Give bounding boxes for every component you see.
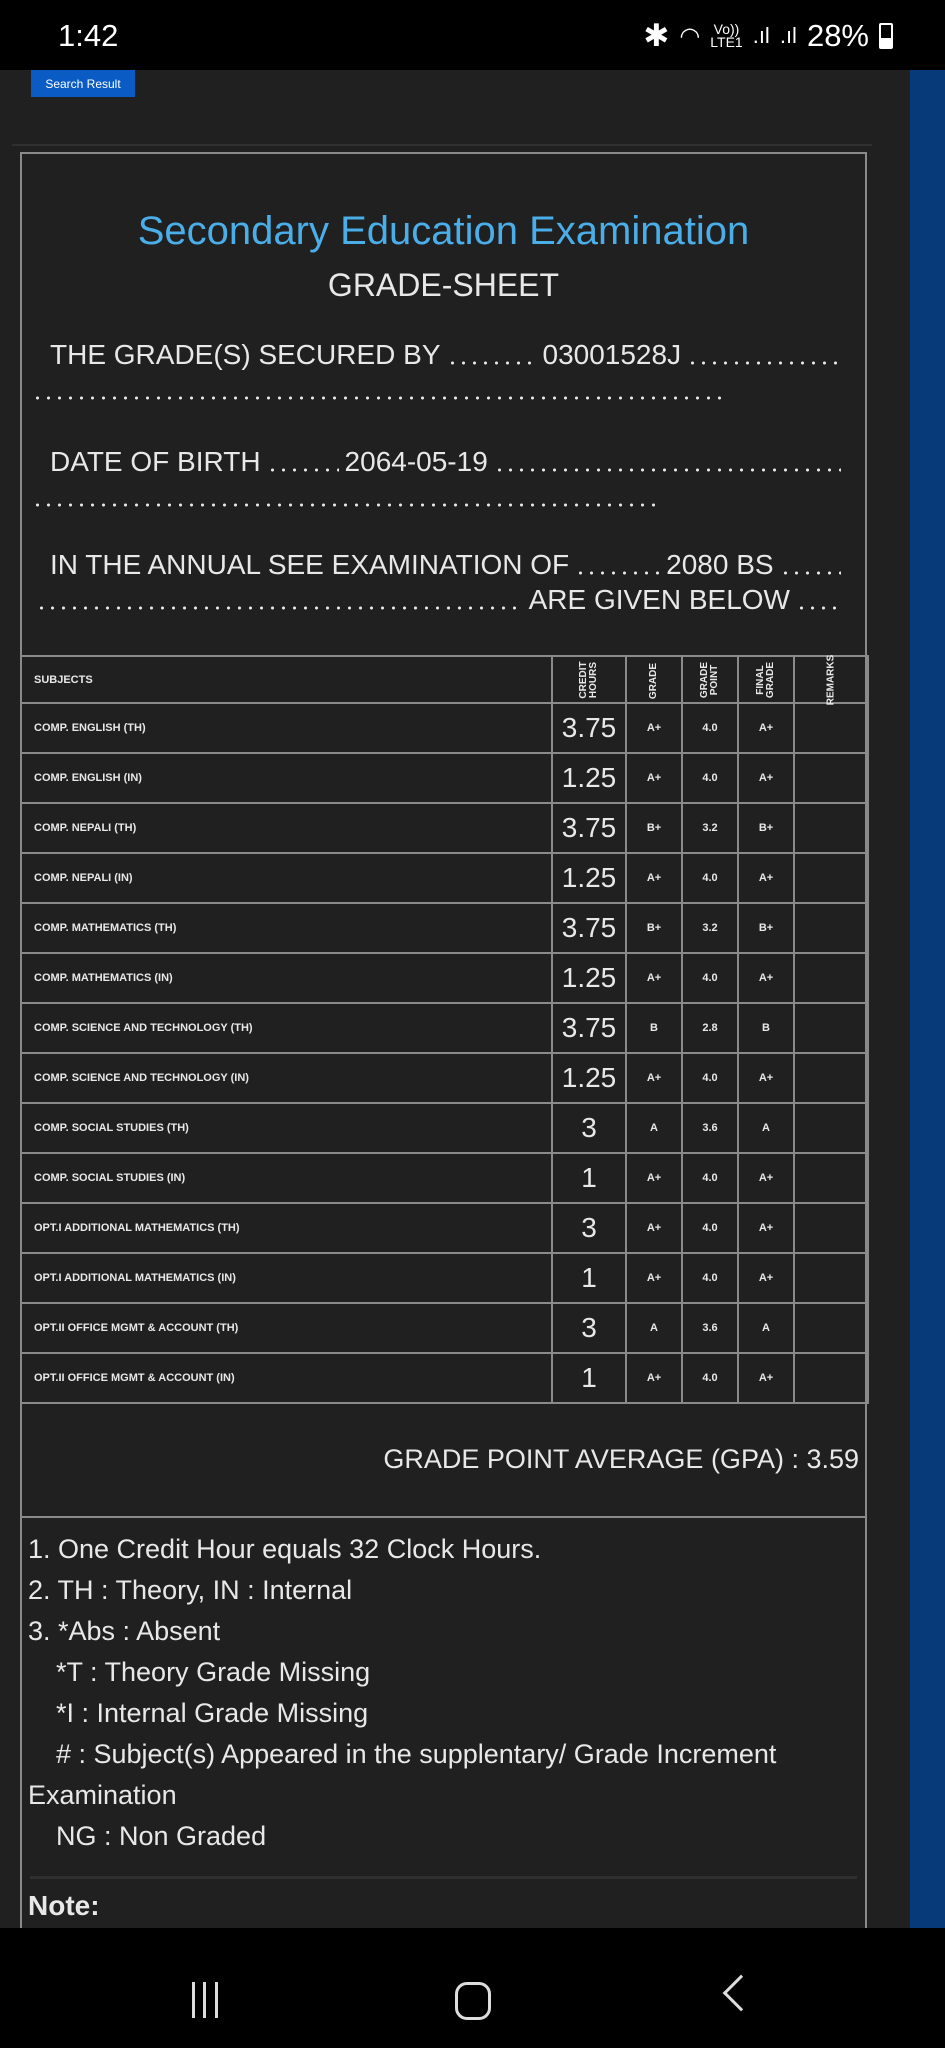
credit-hours-cell: 1 — [552, 1153, 626, 1203]
final-grade-cell: A+ — [738, 1153, 794, 1203]
grade-cell: A+ — [626, 1153, 682, 1203]
grade-point-cell: 4.0 — [682, 1153, 738, 1203]
credit-hours-cell: 3.75 — [552, 1003, 626, 1053]
legend-notes — [28, 1529, 859, 1857]
remarks-cell — [794, 1253, 868, 1303]
given-below: ARE GIVEN BELOW — [528, 584, 790, 615]
final-grade-cell: A — [738, 1103, 794, 1153]
page-scrollbar[interactable] — [910, 70, 945, 1928]
grade-cell: A+ — [626, 1203, 682, 1253]
grade-point-cell: 4.0 — [682, 753, 738, 803]
grade-point-cell: 4.0 — [682, 1053, 738, 1103]
grade-cell: A+ — [626, 1253, 682, 1303]
credit-hours-cell: 1.25 — [552, 1053, 626, 1103]
table-row — [21, 953, 868, 1003]
subject-cell: OPT.II OFFICE MGMT & ACCOUNT (TH) — [21, 1303, 552, 1353]
dob-line — [50, 446, 847, 478]
lte-indicator: Vo)) LTE1 — [710, 21, 743, 50]
grade-table — [20, 655, 869, 1404]
table-row — [21, 1053, 868, 1103]
grade-point-cell: 4.0 — [682, 703, 738, 753]
table-row — [21, 1153, 868, 1203]
grade-cell: B+ — [626, 803, 682, 853]
remarks-cell — [794, 1353, 868, 1403]
credit-hours-cell: 3.75 — [552, 803, 626, 853]
table-row — [21, 1103, 868, 1153]
note-line: 3. *Abs : Absent — [28, 1616, 221, 1646]
col-final-grade: FINAL GRADE — [738, 656, 794, 703]
grade-cell: B+ — [626, 903, 682, 953]
subject-cell: COMP. SCIENCE AND TECHNOLOGY (TH) — [21, 1003, 552, 1053]
remarks-cell — [794, 1203, 868, 1253]
subject-cell: COMP. MATHEMATICS (IN) — [21, 953, 552, 1003]
exam-line — [50, 549, 847, 581]
final-grade-cell: B+ — [738, 803, 794, 853]
note-heading: Note: — [28, 1890, 100, 1921]
subject-cell: OPT.II OFFICE MGMT & ACCOUNT (IN) — [21, 1353, 552, 1403]
final-grade-cell: A+ — [738, 953, 794, 1003]
remarks-cell — [794, 1153, 868, 1203]
final-grade-cell: A+ — [738, 753, 794, 803]
grade-cell: A+ — [626, 753, 682, 803]
subject-cell: COMP. SOCIAL STUDIES (TH) — [21, 1103, 552, 1153]
grade-point-cell: 4.0 — [682, 853, 738, 903]
remarks-cell — [794, 803, 868, 853]
credit-hours-cell: 1 — [552, 1353, 626, 1403]
col-grade: GRADE — [626, 656, 682, 703]
subject-cell: OPT.I ADDITIONAL MATHEMATICS (IN) — [21, 1253, 552, 1303]
final-grade-cell: A+ — [738, 1203, 794, 1253]
grade-cell: A+ — [626, 703, 682, 753]
grade-cell: A — [626, 1103, 682, 1153]
subject-cell: COMP. NEPALI (TH) — [21, 803, 552, 853]
remarks-cell — [794, 903, 868, 953]
subject-cell: COMP. NEPALI (IN) — [21, 853, 552, 903]
remarks-cell — [794, 753, 868, 803]
credit-hours-cell: 3 — [552, 1203, 626, 1253]
signal-icon: .ıl — [752, 23, 770, 48]
grade-cell: A+ — [626, 1053, 682, 1103]
grade-point-cell: 3.2 — [682, 803, 738, 853]
final-grade-cell: A+ — [738, 853, 794, 903]
remarks-cell — [794, 853, 868, 903]
note-line: 1. One Credit Hour equals 32 Clock Hours. — [28, 1534, 542, 1564]
subject-cell: COMP. ENGLISH (TH) — [21, 703, 552, 753]
credit-hours-cell: 1 — [552, 1253, 626, 1303]
battery-icon — [879, 23, 893, 49]
secured-label: THE GRADE(S) SECURED BY — [50, 339, 441, 370]
navigation-bar — [0, 1928, 945, 2048]
table-row — [21, 1353, 868, 1403]
recent-apps-button[interactable] — [192, 1982, 218, 2018]
dot-leader — [32, 503, 662, 507]
exam-label: IN THE ANNUAL SEE EXAMINATION OF — [50, 549, 570, 580]
wifi-icon: ◠ — [679, 22, 701, 50]
secured-by-line — [50, 339, 847, 371]
grade-point-cell: 3.2 — [682, 903, 738, 953]
grade-point-cell: 3.6 — [682, 1103, 738, 1153]
sheet-title: GRADE-SHEET — [327, 267, 560, 303]
final-grade-cell: A+ — [738, 1053, 794, 1103]
grade-cell: A+ — [626, 1353, 682, 1403]
exam-year: 2080 BS — [666, 549, 774, 580]
table-row — [21, 803, 868, 853]
note-line: Examination — [28, 1780, 177, 1810]
credit-hours-cell: 1.25 — [552, 853, 626, 903]
exam-title: Secondary Education Examination — [137, 209, 750, 253]
col-credit-hours: CREDIT HOURS — [552, 656, 626, 703]
divider — [22, 1516, 865, 1518]
bluetooth-icon: ✱ — [643, 18, 670, 53]
table-row — [21, 853, 868, 903]
subject-cell: COMP. ENGLISH (IN) — [21, 753, 552, 803]
grade-point-cell: 4.0 — [682, 1353, 738, 1403]
col-remarks: REMARKS — [794, 656, 868, 703]
remarks-cell — [794, 1303, 868, 1353]
remarks-cell — [794, 953, 868, 1003]
divider — [30, 1876, 857, 1879]
table-row — [21, 753, 868, 803]
final-grade-cell: B+ — [738, 903, 794, 953]
grade-point-cell: 3.6 — [682, 1303, 738, 1353]
note-line: *T : Theory Grade Missing — [56, 1657, 371, 1687]
grade-point-cell: 4.0 — [682, 953, 738, 1003]
col-subjects: SUBJECTS — [21, 656, 552, 703]
credit-hours-cell: 3 — [552, 1103, 626, 1153]
divider — [12, 144, 872, 146]
final-grade-cell: B — [738, 1003, 794, 1053]
table-header — [21, 656, 868, 703]
battery-percent: 28% — [806, 18, 869, 53]
back-button[interactable] — [723, 1975, 760, 2012]
given-below-line — [30, 584, 847, 616]
table-row — [21, 1303, 868, 1353]
final-grade-cell: A — [738, 1303, 794, 1353]
table-row — [21, 903, 868, 953]
table-row — [21, 1203, 868, 1253]
home-button[interactable] — [455, 1982, 491, 2020]
grade-cell: A+ — [626, 953, 682, 1003]
final-grade-cell: A+ — [738, 1253, 794, 1303]
grade-cell: A+ — [626, 853, 682, 903]
subject-cell: COMP. SOCIAL STUDIES (IN) — [21, 1153, 552, 1203]
credit-hours-cell: 3.75 — [552, 903, 626, 953]
note-line: 2. TH : Theory, IN : Internal — [28, 1575, 353, 1605]
symbol-number: 03001528J — [542, 339, 682, 370]
clock: 1:42 — [58, 18, 119, 53]
credit-hours-cell: 1.25 — [552, 953, 626, 1003]
subject-cell: OPT.I ADDITIONAL MATHEMATICS (TH) — [21, 1203, 552, 1253]
table-row — [21, 1253, 868, 1303]
final-grade-cell: A+ — [738, 1353, 794, 1403]
table-row — [21, 1003, 868, 1053]
remarks-cell — [794, 703, 868, 753]
signal-icon-2: .ıl — [779, 23, 797, 48]
grade-point-cell: 4.0 — [682, 1203, 738, 1253]
table-row — [21, 703, 868, 753]
search-result-button[interactable]: Search Result — [31, 70, 135, 97]
note-line: # : Subject(s) Appeared in the supplentary/ Grade Increment — [56, 1739, 777, 1769]
final-grade-cell: A+ — [738, 703, 794, 753]
grade-point-cell: 2.8 — [682, 1003, 738, 1053]
remarks-cell — [794, 1053, 868, 1103]
subject-cell: COMP. MATHEMATICS (TH) — [21, 903, 552, 953]
dob-value: 2064-05-19 — [344, 446, 488, 477]
status-bar — [0, 0, 945, 70]
dob-label: DATE OF BIRTH — [50, 446, 261, 477]
credit-hours-cell: 1.25 — [552, 753, 626, 803]
grade-sheet — [20, 152, 867, 1952]
credit-hours-cell: 3 — [552, 1303, 626, 1353]
note-line: NG : Non Graded — [56, 1821, 267, 1851]
remarks-cell — [794, 1003, 868, 1053]
grade-cell: A — [626, 1303, 682, 1353]
note-line: *I : Internal Grade Missing — [56, 1698, 369, 1728]
subject-cell: COMP. SCIENCE AND TECHNOLOGY (IN) — [21, 1053, 552, 1103]
col-grade-point: GRADE POINT — [682, 656, 738, 703]
dot-leader — [32, 396, 722, 400]
grade-point-cell: 4.0 — [682, 1253, 738, 1303]
credit-hours-cell: 3.75 — [552, 703, 626, 753]
gpa: GRADE POINT AVERAGE (GPA) : 3.59 — [383, 1444, 859, 1474]
grade-cell: B — [626, 1003, 682, 1053]
remarks-cell — [794, 1103, 868, 1153]
